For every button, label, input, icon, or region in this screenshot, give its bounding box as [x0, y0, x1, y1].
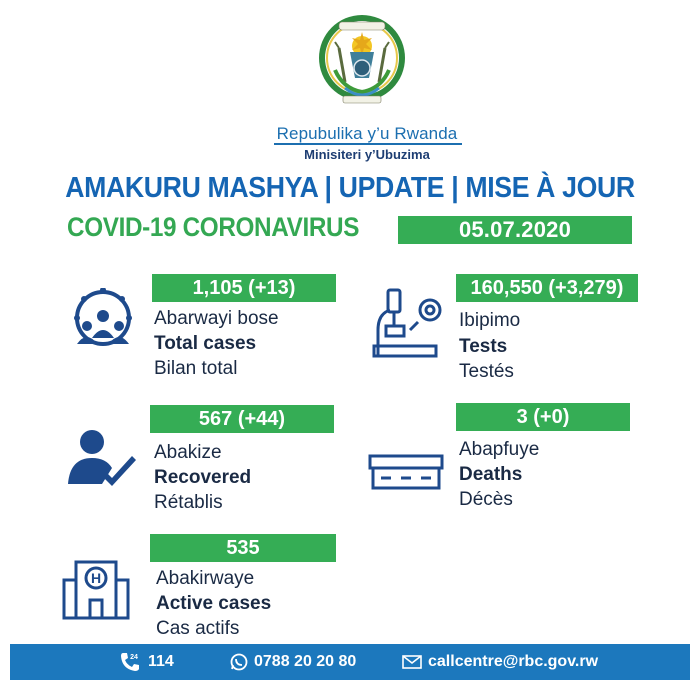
contact-footer: [10, 644, 690, 680]
deaths-label-fr: Décès: [459, 489, 513, 510]
total-cases-label-fr: Bilan total: [154, 358, 238, 379]
total-cases-value: 1,105 (+13): [152, 274, 336, 302]
recovered-label-rw: Abakize: [154, 442, 222, 463]
recovered-label-en: Recovered: [154, 467, 252, 488]
email-contact[interactable]: [402, 644, 598, 680]
tests-value: 160,550 (+3,279): [456, 274, 638, 302]
tests-label-rw: Ibipimo: [459, 310, 521, 331]
person-check-icon: [66, 428, 138, 486]
whatsapp-contact[interactable]: [230, 644, 356, 680]
whatsapp-icon: [230, 653, 248, 671]
mail-icon: [402, 655, 422, 669]
total-cases-label-rw: Abarwayi bose: [154, 308, 279, 329]
tests-label-fr: Testés: [459, 361, 514, 382]
deaths-label-rw: Abapfuye: [459, 439, 540, 460]
svg-text:24: 24: [130, 654, 138, 661]
hotline-number: 114: [148, 653, 174, 670]
recovered-label-fr: Rétablis: [154, 492, 223, 513]
active-cases-label-en: Active cases: [156, 593, 272, 614]
virus-people-icon: [68, 288, 138, 356]
total-cases-label-en: Total cases: [154, 333, 257, 354]
coffin-icon: [367, 452, 445, 492]
email-address: callcentre@rbc.gov.rw: [428, 653, 599, 670]
svg-text:H: H: [90, 570, 102, 586]
date-badge: 05.07.2020: [398, 216, 632, 244]
phone-24-icon: [118, 650, 142, 674]
divider: [274, 143, 462, 145]
hotline[interactable]: [118, 644, 174, 680]
microscope-icon: [370, 286, 452, 358]
deaths-label-en: Deaths: [459, 464, 523, 485]
hospital-icon: [60, 558, 132, 620]
ministry-name: Minisiteri y’Ubuzima: [304, 147, 430, 162]
tests-label-en: Tests: [459, 336, 508, 357]
recovered-value: 567 (+44): [150, 405, 334, 433]
active-cases-label-fr: Cas actifs: [156, 618, 240, 639]
deaths-value: 3 (+0): [456, 403, 630, 431]
active-cases-value: 535: [150, 534, 336, 562]
government-name: Repubulika y’u Rwanda: [276, 124, 458, 143]
rwanda-coat-of-arms-icon: [317, 12, 407, 112]
active-cases-label-rw: Abakirwaye: [156, 568, 255, 589]
headline: AMAKURU MASHYA | UPDATE | MISE À JOUR: [65, 172, 635, 204]
subject-title: COVID-19 CORONAVIRUS: [67, 212, 360, 242]
whatsapp-number: 0788 20 20 80: [254, 653, 357, 670]
